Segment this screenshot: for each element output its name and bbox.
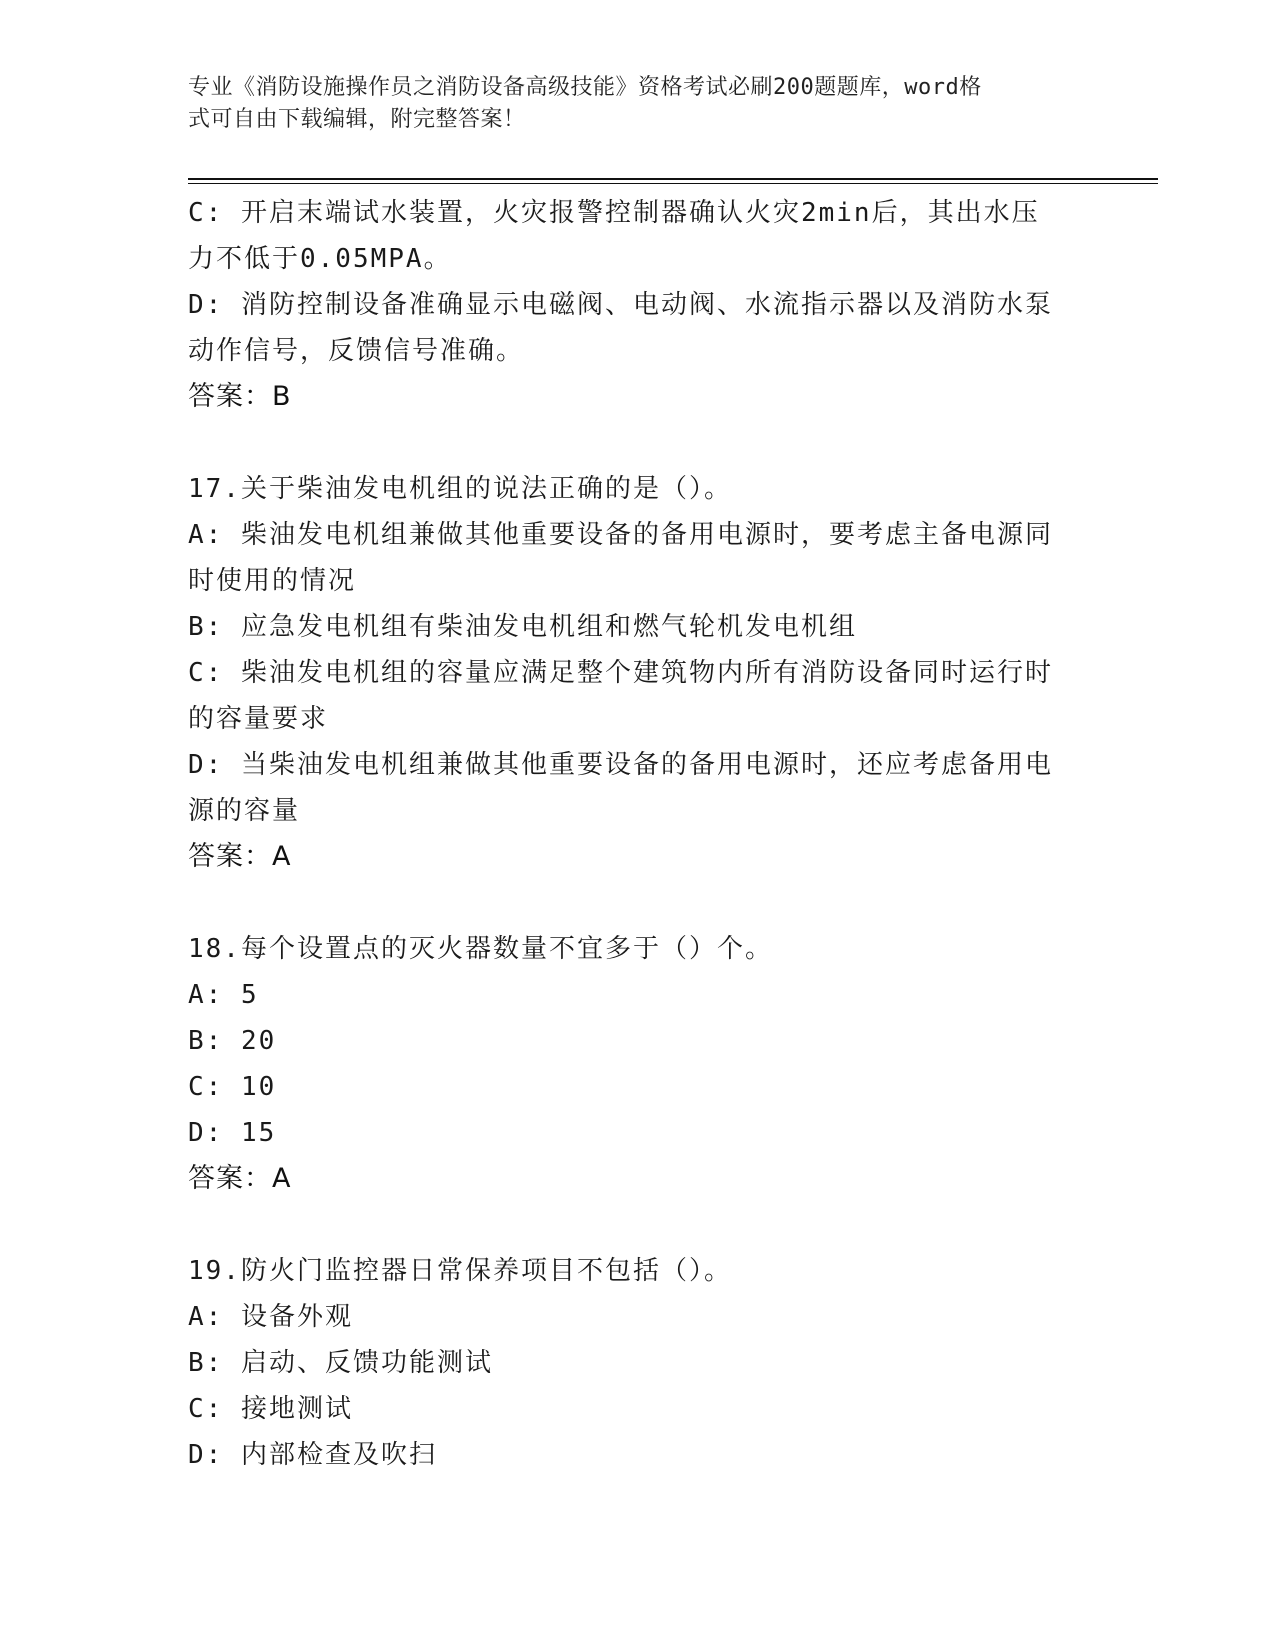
header-divider-thick (188, 178, 1158, 180)
header-line-1: 专业《消防设施操作员之消防设备高级技能》资格考试必刷200题题库，word格 (188, 75, 982, 100)
option-b-line-1: B: 应急发电机组有柴油发电机组和燃气轮机发电机组 (188, 612, 857, 642)
option-c-line-2: 的容量要求 (188, 704, 329, 734)
question-17 (188, 466, 1088, 880)
option-d: D: 15 (188, 1118, 277, 1148)
option-a-line-2: 时使用的情况 (188, 566, 357, 596)
question-16-tail (188, 190, 1088, 420)
document-header (188, 72, 1068, 136)
answer: 答案：A (188, 1163, 292, 1194)
option-c-line-2: 力不低于0.05MPA。 (188, 244, 452, 274)
option-c-line-1: C: 柴油发电机组的容量应满足整个建筑物内所有消防设备同时运行时 (188, 658, 1053, 688)
option-d-line-2: 动作信号，反馈信号准确。 (188, 336, 525, 366)
spacer (188, 1202, 1088, 1248)
question-18 (188, 926, 1088, 1202)
spacer (188, 420, 1088, 466)
option-d-line-1: D: 当柴油发电机组兼做其他重要设备的备用电源时，还应考虑备用电 (188, 750, 1053, 780)
option-c-line-1: C: 开启末端试水装置，火灾报警控制器确认火灾2min后，其出水压 (188, 198, 1040, 228)
option-b: B: 启动、反馈功能测试 (188, 1348, 493, 1378)
question-text: 17.关于柴油发电机组的说法正确的是（）。 (188, 474, 732, 504)
option-d: D: 内部检查及吹扫 (188, 1440, 437, 1470)
option-c: C: 10 (188, 1072, 277, 1102)
option-a: A: 5 (188, 980, 259, 1010)
option-d-line-1: D: 消防控制设备准确显示电磁阀、电动阀、水流指示器以及消防水泵 (188, 290, 1053, 320)
option-a: A: 设备外观 (188, 1302, 353, 1332)
answer: 答案：A (188, 841, 292, 872)
spacer (188, 880, 1088, 926)
question-19 (188, 1248, 1088, 1478)
option-d-line-2: 源的容量 (188, 796, 301, 826)
answer: 答案：B (188, 381, 292, 412)
header-line-2: 式可自由下载编辑，附完整答案！ (188, 107, 526, 132)
question-text: 19.防火门监控器日常保养项目不包括（）。 (188, 1256, 732, 1286)
document-body (188, 190, 1088, 1478)
question-text: 18.每个设置点的灭火器数量不宜多于（）个。 (188, 934, 773, 964)
option-a-line-1: A: 柴油发电机组兼做其他重要设备的备用电源时，要考虑主备电源同 (188, 520, 1053, 550)
header-divider-thin (188, 183, 1158, 184)
option-b: B: 20 (188, 1026, 277, 1056)
option-c: C: 接地测试 (188, 1394, 353, 1424)
